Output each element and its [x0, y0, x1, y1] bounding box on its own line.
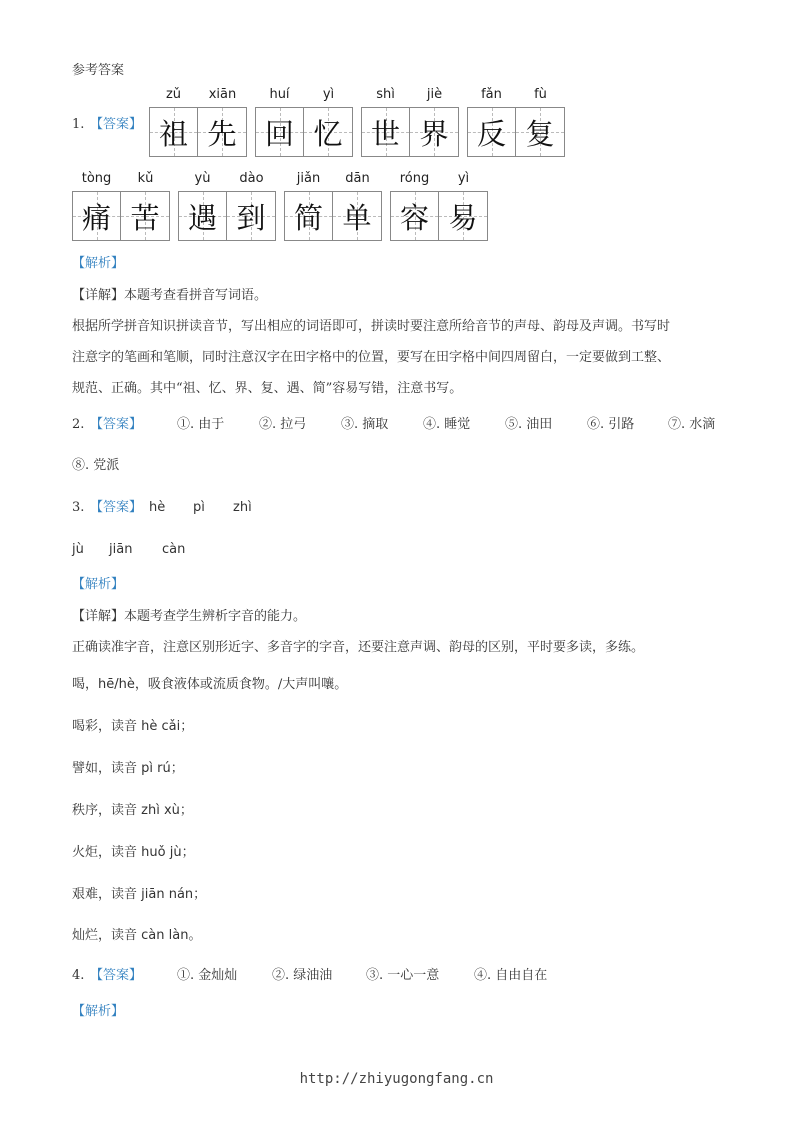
q1-pinyin: tòng: [81, 171, 112, 186]
q3-he-suffix: ，吸食液体或流质食物。/大声叫嚷。: [134, 677, 348, 692]
q1-word-grid: [178, 191, 276, 241]
tianzige-cell: [362, 108, 410, 156]
q3-answer-2: pì: [193, 500, 205, 515]
q2-option-2: ②. 拉弓: [259, 417, 307, 432]
tianzige-cell: [227, 192, 275, 240]
tianzige-cell: [256, 108, 304, 156]
q1-character: 复: [525, 116, 555, 151]
q3-reading-4: [72, 844, 195, 862]
q3-detail: 【详解】本题考查学生辨析字音的能力。: [72, 609, 307, 624]
q1-detail: 【详解】本题考查看拼音写词语。: [72, 288, 268, 303]
q1-character: 简: [293, 200, 323, 235]
q2-option-7: ⑦. 水滴: [668, 417, 716, 432]
q3-reading-5-pinyin: jiān nán: [141, 887, 194, 902]
tianzige-cell: [439, 192, 487, 240]
q1-word-grid: [284, 191, 382, 241]
q3-reading-6: [72, 927, 201, 945]
q3-reading-2-punct: ；: [170, 761, 184, 776]
q1-character: 遇: [187, 200, 217, 235]
tianzige-cell: [468, 108, 516, 156]
q2-option-6: ⑥. 引路: [587, 417, 635, 432]
q3-reading-1-pinyin: hè cǎi: [141, 719, 181, 734]
q1-character: 苦: [130, 200, 160, 235]
q3-reading-2: [72, 760, 184, 778]
q3-reading-1: [72, 718, 193, 736]
q1-word-grid: [467, 107, 565, 157]
q1-character: 易: [448, 200, 478, 235]
q1-word-grid: [255, 107, 353, 157]
q3-reading-4-word: 火炬，读音: [72, 845, 142, 860]
tianzige-cell: [304, 108, 352, 156]
q1-pinyin: jiè: [426, 87, 443, 102]
q1-pinyin: shì: [376, 87, 395, 102]
q4-option-2: ②. 绿油油: [272, 968, 333, 983]
q1-character: 痛: [81, 200, 111, 235]
q3-reading-4-pinyin: huǒ jù: [141, 845, 182, 860]
q1-pinyin: róng: [399, 171, 430, 186]
q3-analysis-tag: 【解析】: [72, 577, 125, 592]
q1-character: 先: [207, 116, 237, 151]
q4-number: 4.: [72, 968, 85, 983]
q3-reading-6-word: 灿烂，读音: [72, 928, 142, 943]
q3-answer-6: càn: [162, 542, 186, 557]
q2-option-4: ④. 睡觉: [423, 417, 471, 432]
q2-option-5: ⑤. 油田: [505, 417, 553, 432]
q3-answer-5: jiān: [109, 542, 133, 557]
q1-character: 界: [419, 116, 449, 151]
q2-answer-tag: 【答案】: [90, 417, 143, 432]
q1-pinyin: jiǎn: [296, 171, 321, 186]
footer-url: http://zhiyugongfang.cn: [299, 1071, 494, 1087]
q1-number: 1.: [72, 117, 85, 132]
q3-he-pinyin: hē/hè: [98, 677, 135, 692]
q1-pinyin: yì: [457, 171, 470, 186]
q1-word-grid: [149, 107, 247, 157]
q1-body-line-2: 注意字的笔画和笔顺，同时注意汉字在田字格中的位置，要写在田字格中间四周留白，一定要做到工整、: [72, 350, 671, 365]
q1-pinyin: dào: [239, 171, 264, 186]
q3-reading-1-punct: ；: [180, 719, 194, 734]
q1-pinyin: kǔ: [137, 171, 154, 186]
q4-option-3: ③. 一心一意: [366, 968, 440, 983]
q1-body-line-1: 根据所学拼音知识拼读音节，写出相应的词语即可，拼读时要注意所给音节的声母、韵母及声调。书写时: [72, 319, 671, 334]
q3-reading-6-pinyin: càn làn: [141, 928, 189, 943]
q3-reading-5: [72, 886, 206, 904]
q1-pinyin: zǔ: [165, 87, 182, 102]
tianzige-cell: [285, 192, 333, 240]
q3-reading-1-word: 喝彩，读音: [72, 719, 142, 734]
q2-option-8: ⑧. 党派: [72, 458, 120, 473]
q1-pinyin: fù: [534, 87, 547, 102]
tianzige-cell: [333, 192, 381, 240]
q3-he-line: [72, 676, 347, 694]
q4-analysis-tag: 【解析】: [72, 1004, 125, 1019]
q3-answer-4: jù: [72, 542, 84, 557]
q1-pinyin: yù: [194, 171, 211, 186]
q3-reading-3-punct: ；: [179, 803, 193, 818]
tianzige-cell: [179, 192, 227, 240]
q3-answer-tag: 【答案】: [90, 500, 143, 515]
q1-word-grid: [361, 107, 459, 157]
q3-reading-3: [72, 802, 193, 820]
q1-word-grid: [390, 191, 488, 241]
tianzige-cell: [73, 192, 121, 240]
q3-number: 3.: [72, 500, 85, 515]
q1-character: 忆: [313, 116, 343, 151]
q4-answer-tag: 【答案】: [90, 968, 143, 983]
q1-body-line-3: 规范、正确。其中“祖、忆、界、复、遇、简”容易写错，注意书写。: [72, 381, 463, 396]
tianzige-cell: [198, 108, 246, 156]
q2-number: 2.: [72, 417, 85, 432]
q1-character: 容: [399, 200, 429, 235]
q3-reading-4-punct: ；: [181, 845, 195, 860]
q1-character: 世: [370, 116, 400, 151]
q3-reading-6-punct: 。: [188, 928, 202, 943]
q3-reading-5-word: 艰难，读音: [72, 887, 142, 902]
q3-reading-2-word: 譬如，读音: [72, 761, 142, 776]
q3-answer-3: zhì: [233, 500, 252, 515]
tianzige-cell: [121, 192, 169, 240]
tianzige-cell: [516, 108, 564, 156]
q1-analysis-tag: 【解析】: [72, 256, 125, 271]
page-heading: 参考答案: [72, 63, 125, 78]
q3-reading-3-pinyin: zhì xù: [141, 803, 180, 818]
q1-pinyin: yì: [322, 87, 335, 102]
q1-pinyin: fǎn: [481, 87, 502, 102]
q1-answer-tag: 【答案】: [90, 117, 143, 132]
q3-reading-5-punct: ；: [193, 887, 207, 902]
q1-pinyin: dān: [345, 171, 370, 186]
q1-character: 祖: [158, 116, 188, 151]
q3-he-prefix: 喝，: [72, 677, 99, 692]
q3-reading-3-word: 秩序，读音: [72, 803, 142, 818]
q3-intro: 正确读准字音，注意区别形近字、多音字的字音，还要注意声调、韵母的区别，平时要多读，多练。: [72, 640, 645, 655]
q1-character: 到: [236, 200, 266, 235]
tianzige-cell: [410, 108, 458, 156]
q1-character: 单: [342, 200, 372, 235]
q1-character: 反: [476, 116, 506, 151]
q2-option-3: ③. 摘取: [341, 417, 389, 432]
tianzige-cell: [391, 192, 439, 240]
q1-word-grid: [72, 191, 170, 241]
q3-answer-1: hè: [149, 500, 166, 515]
q1-pinyin: huí: [269, 87, 290, 102]
q4-option-1: ①. 金灿灿: [177, 968, 238, 983]
tianzige-cell: [150, 108, 198, 156]
q1-pinyin: xiān: [208, 87, 237, 102]
q3-reading-2-pinyin: pì rú: [141, 761, 171, 776]
q1-character: 回: [264, 116, 294, 151]
q2-option-1: ①. 由于: [177, 417, 225, 432]
q4-option-4: ④. 自由自在: [474, 968, 548, 983]
